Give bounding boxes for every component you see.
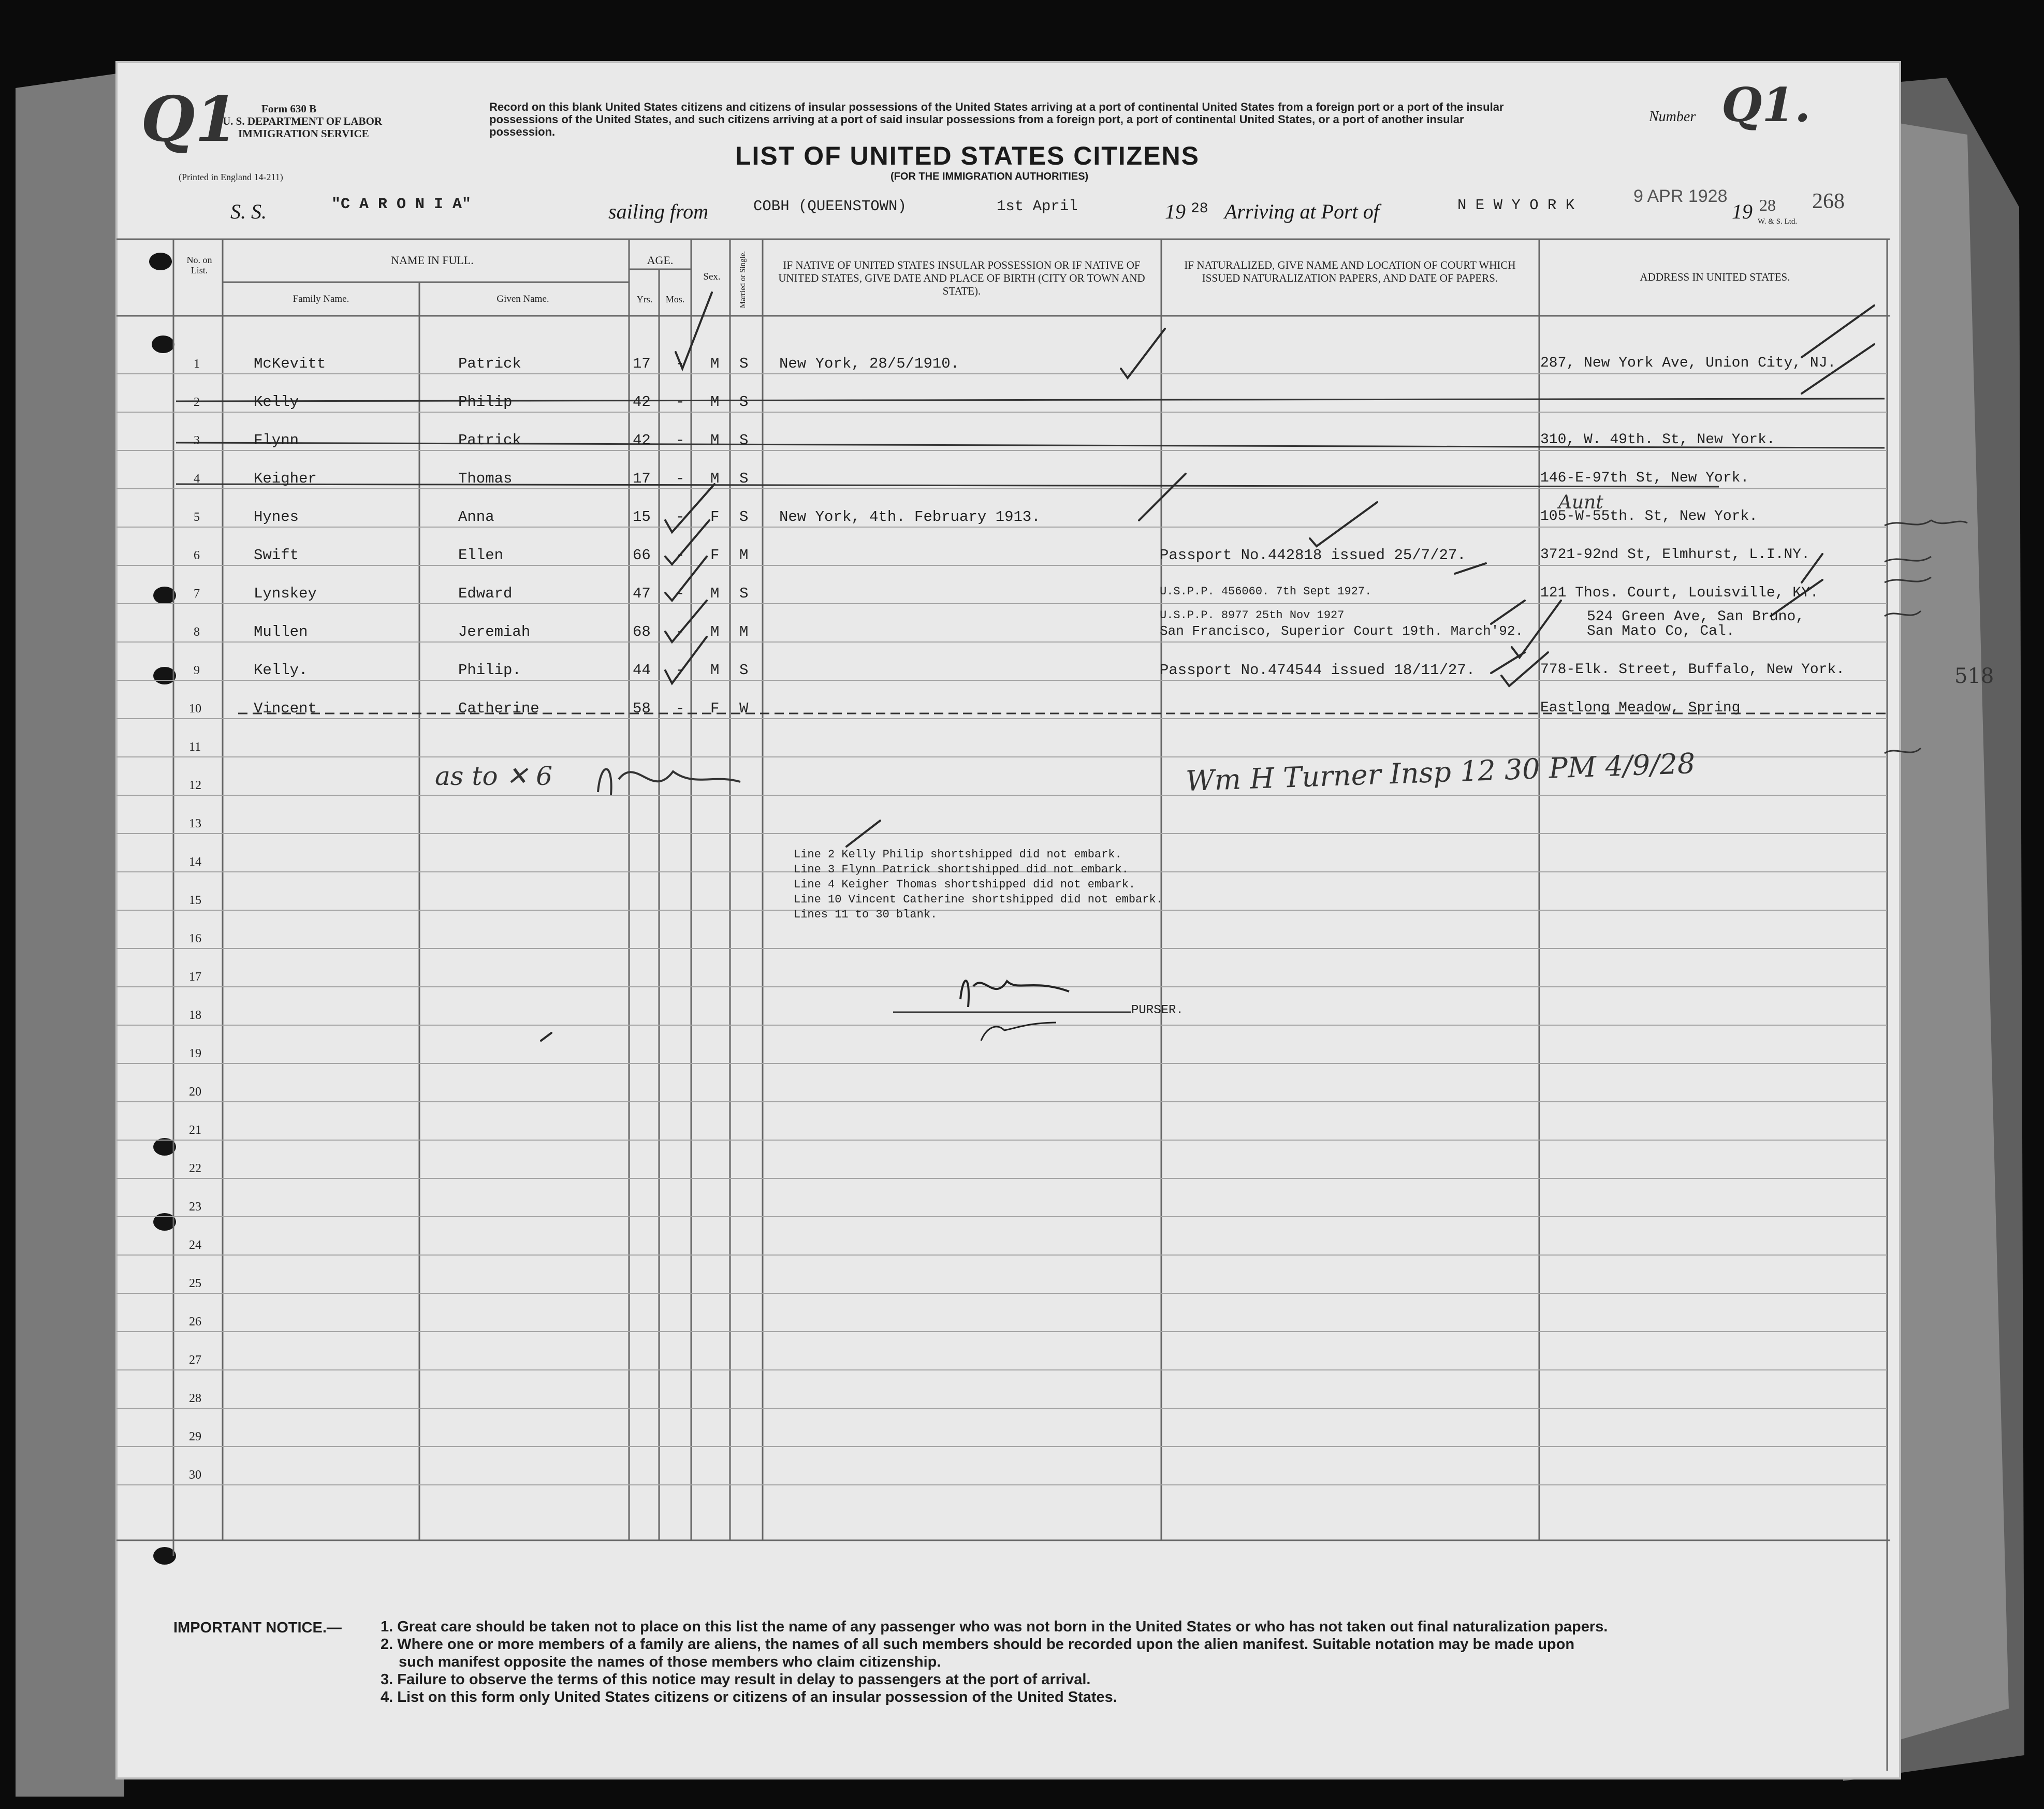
aunt-annotation: Aunt xyxy=(1558,492,1603,513)
sex: M xyxy=(710,585,720,602)
col-birth: IF NATIVE OF UNITED STATES INSULAR POSSESSION OR IF NATIVE OF UNITED STATES, GIVE DATE AND PLACE OF BIRTH (CITY OR TOWN AND STATE). xyxy=(778,259,1145,297)
given-name: Patrick xyxy=(458,432,521,449)
purser-note-line: Lines 11 to 30 blank. xyxy=(794,908,938,921)
sailing-label: sailing from xyxy=(608,200,708,223)
marital-status: S xyxy=(739,393,749,411)
row-number: 1 xyxy=(194,357,200,371)
margin-number: 518 xyxy=(1954,664,1994,688)
notice-item: such manifest opposite the names of those members who claim citizenship. xyxy=(399,1654,941,1670)
given-name: Ellen xyxy=(458,547,504,564)
marital-status: M xyxy=(739,547,749,564)
given-name: Philip xyxy=(458,393,513,411)
arrival-year-suffix: 28 xyxy=(1759,196,1776,214)
row-number: 25 xyxy=(189,1277,201,1290)
marital-status: S xyxy=(739,508,749,526)
notice-item: 4. List on this form only United States citizens or citizens of an insular possession of the United States. xyxy=(381,1689,1117,1705)
age-months: - xyxy=(676,432,685,449)
row-number: 20 xyxy=(189,1085,201,1099)
age-months: - xyxy=(676,470,685,487)
age-years: 42 xyxy=(633,393,651,411)
purser-note-line: Line 3 Flynn Patrick shortshipped did not embark. xyxy=(794,863,1129,876)
row-number: 2 xyxy=(194,396,200,409)
family-name: Keigher xyxy=(254,470,317,487)
paper-sheet xyxy=(116,62,1900,1778)
marital-status: S xyxy=(739,470,749,487)
age-months: - xyxy=(676,508,685,526)
number-handwritten: Q1. xyxy=(1721,78,1811,133)
row-number: 6 xyxy=(194,549,200,562)
row-number: 17 xyxy=(189,970,201,984)
form-number: Form 630 B xyxy=(261,103,317,115)
row-number: 24 xyxy=(189,1238,201,1252)
col-sex: Sex. xyxy=(703,271,721,282)
age-years: 66 xyxy=(633,547,651,564)
row-number: 3 xyxy=(194,434,200,447)
purser-label: PURSER. xyxy=(1131,1003,1184,1017)
us-address: 310, W. 49th. St, New York. xyxy=(1540,432,1775,448)
age-months: - xyxy=(676,355,685,372)
age-months: - xyxy=(676,623,685,640)
col-age: AGE. xyxy=(647,254,674,267)
number-label: Number xyxy=(1649,109,1696,125)
arriving-label: Arriving at Port of xyxy=(1224,200,1379,223)
naturalization: U.S.P.P. 456060. 7th Sept 1927. xyxy=(1160,585,1372,598)
age-years: 58 xyxy=(633,700,651,717)
row-number: 19 xyxy=(189,1047,201,1060)
notice-item: 2. Where one or more members of a family are aliens, the names of all such members should be recorded upon the alien manifest. Suitable notation may be made upon xyxy=(381,1636,1575,1653)
ss-label: S. S. xyxy=(230,200,267,223)
arrival-port: N E W Y O R K xyxy=(1457,197,1575,214)
row-number: 15 xyxy=(189,894,201,907)
col-married: Married or Single. xyxy=(739,251,747,309)
row-number: 4 xyxy=(194,472,200,486)
age-months: - xyxy=(676,585,685,602)
given-name: Patrick xyxy=(458,355,521,372)
row-number: 21 xyxy=(189,1124,201,1137)
marital-status: S xyxy=(739,585,749,602)
row-number: 22 xyxy=(189,1162,201,1175)
sex: F xyxy=(710,508,720,526)
row-number: 29 xyxy=(189,1430,201,1443)
given-name: Edward xyxy=(458,585,513,602)
notice-item: 1. Great care should be taken not to place on this list the name of any passenger who was not born in the United States or who has not taken out final naturalization papers. xyxy=(381,1618,1608,1635)
notice-heading: IMPORTANT NOTICE.— xyxy=(173,1620,342,1636)
family-name: Swift xyxy=(254,547,299,564)
us-address: Eastlong Meadow, Spring xyxy=(1540,700,1741,716)
given-name: Jeremiah xyxy=(458,623,531,640)
us-address: 287, New York Ave, Union City, NJ. xyxy=(1540,355,1836,371)
family-name: McKevitt xyxy=(254,355,326,372)
age-months: - xyxy=(676,547,685,564)
col-no: No. on List. xyxy=(186,255,212,275)
age-months: - xyxy=(676,393,685,411)
inspector-note: Wm H Turner Insp 12 30 PM 4/9/28 xyxy=(1185,747,1696,798)
sex: M xyxy=(710,662,720,679)
age-years: 17 xyxy=(633,355,651,372)
row-number: 16 xyxy=(189,932,201,945)
sex: M xyxy=(710,623,720,640)
marital-status: S xyxy=(739,662,749,679)
marital-status: W xyxy=(739,700,749,717)
family-name: Mullen xyxy=(254,623,308,640)
row-number: 27 xyxy=(189,1353,201,1367)
page-subtitle: (FOR THE IMMIGRATION AUTHORITIES) xyxy=(890,171,1089,182)
row-number: 12 xyxy=(189,779,201,792)
naturalization: Passport No.442818 issued 25/7/27. xyxy=(1160,547,1466,564)
us-address: 524 Green Ave, San Bruno, xyxy=(1587,609,1805,625)
col-name-in-full: NAME IN FULL. xyxy=(391,254,474,267)
family-name: Kelly. xyxy=(254,662,308,679)
marital-status: S xyxy=(739,432,749,449)
arrival-stamp-date: 9 APR 1928 xyxy=(1633,186,1728,206)
row-number: 9 xyxy=(194,664,200,677)
sailing-date: 1st April xyxy=(997,198,1078,215)
us-address: 121 Thos. Court, Louisville, KY. xyxy=(1540,585,1819,601)
sex: M xyxy=(710,355,720,372)
purser-note-line: Line 10 Vincent Catherine shortshipped did not embark. xyxy=(794,893,1163,906)
printer-mark: W. & S. Ltd. xyxy=(1758,217,1798,226)
printed-in: (Printed in England 14-211) xyxy=(179,172,283,182)
marital-status: S xyxy=(739,355,749,372)
row-number: 5 xyxy=(194,510,200,524)
purser-note-line: Line 2 Kelly Philip shortshipped did not embark. xyxy=(794,848,1122,861)
col-given-name: Given Name. xyxy=(497,294,549,304)
sex: F xyxy=(710,547,720,564)
sex: M xyxy=(710,432,720,449)
sex: M xyxy=(710,393,720,411)
row-number: 30 xyxy=(189,1468,201,1482)
year-suffix: 28 xyxy=(1191,201,1208,217)
family-name: Hynes xyxy=(254,508,299,526)
row-number: 23 xyxy=(189,1200,201,1214)
given-name: Thomas xyxy=(458,470,513,487)
as-to-annotation: as to ✕ 6 xyxy=(435,761,553,791)
col-mos: Mos. xyxy=(665,294,685,304)
notice-item: 3. Failure to observe the terms of this notice may result in delay to passengers at the port of arrival. xyxy=(381,1671,1091,1688)
age-months: - xyxy=(676,662,685,679)
marital-status: M xyxy=(739,623,749,640)
service: IMMIGRATION SERVICE xyxy=(238,127,369,140)
age-years: 42 xyxy=(633,432,651,449)
birth-place-date: New York, 4th. February 1913. xyxy=(779,508,1041,526)
row-number: 10 xyxy=(189,702,201,716)
family-name: Kelly xyxy=(254,393,299,411)
col-yrs: Yrs. xyxy=(636,294,653,304)
age-years: 15 xyxy=(633,508,651,526)
corner-mark: Q1 xyxy=(141,83,239,156)
us-address: 105-W-55th. St, New York. xyxy=(1540,508,1758,524)
row-number: 13 xyxy=(189,817,201,830)
row-number: 14 xyxy=(189,855,201,869)
col-address: ADDRESS IN UNITED STATES. xyxy=(1640,271,1790,283)
age-years: 44 xyxy=(633,662,651,679)
us-address-line2: San Mato Co, Cal. xyxy=(1587,623,1735,639)
given-name: Anna xyxy=(458,508,494,526)
arrival-year-prefix: 19 xyxy=(1732,200,1753,223)
naturalization: Passport No.474544 issued 18/11/27. xyxy=(1160,662,1476,679)
naturalization: U.S.P.P. 8977 25th Nov 1927 xyxy=(1160,609,1345,622)
back-sheet-left xyxy=(16,72,124,1797)
us-address: 778-Elk. Street, Buffalo, New York. xyxy=(1540,662,1845,678)
ship-name: "C A R O N I A" xyxy=(331,196,472,213)
sex: F xyxy=(710,700,720,717)
page-number: 268 xyxy=(1812,189,1845,213)
naturalization-court: San Francisco, Superior Court 19th. March'92. xyxy=(1160,623,1524,639)
department: U. S. DEPARTMENT OF LABOR xyxy=(223,115,383,127)
family-name: Flynn xyxy=(254,432,299,449)
birth-place-date: New York, 28/5/1910. xyxy=(779,355,960,372)
given-name: Catherine xyxy=(458,700,539,717)
col-naturalization: IF NATURALIZED, GIVE NAME AND LOCATION OF COURT WHICH ISSUED NATURALIZATION PAPERS, AND DATE OF PAPERS. xyxy=(1184,259,1516,284)
age-months: - xyxy=(676,700,685,717)
row-number: 11 xyxy=(189,740,201,754)
sailing-from: COBH (QUEENSTOWN) xyxy=(753,198,907,215)
us-address: 3721-92nd St, Elmhurst, L.I.NY. xyxy=(1540,547,1810,563)
page-title: LIST OF UNITED STATES CITIZENS xyxy=(735,141,1200,170)
age-years: 68 xyxy=(633,623,651,640)
age-years: 17 xyxy=(633,470,651,487)
age-years: 47 xyxy=(633,585,651,602)
sex: M xyxy=(710,470,720,487)
year-prefix: 19 xyxy=(1165,200,1186,223)
family-name: Lynskey xyxy=(254,585,317,602)
purser-note-line: Line 4 Keigher Thomas shortshipped did not embark. xyxy=(794,878,1136,891)
row-number: 8 xyxy=(194,625,200,639)
row-number: 26 xyxy=(189,1315,201,1329)
us-address: 146-E-97th St, New York. xyxy=(1540,470,1749,486)
row-number: 7 xyxy=(194,587,200,601)
given-name: Philip. xyxy=(458,662,521,679)
family-name: Vincent xyxy=(254,700,317,717)
row-number: 18 xyxy=(189,1009,201,1022)
row-number: 28 xyxy=(189,1392,201,1405)
instructions: Record on this blank United States citizens and citizens of insular possessions of the United States arriving at a port of continental United States from a foreign port or a port of the insular possessions of the United States, and such citizens arriving at a port of said insular possessions from a foreign port, a port of continental United States, or a port of another insular possession. xyxy=(489,100,1504,138)
col-family-name: Family Name. xyxy=(293,294,349,304)
